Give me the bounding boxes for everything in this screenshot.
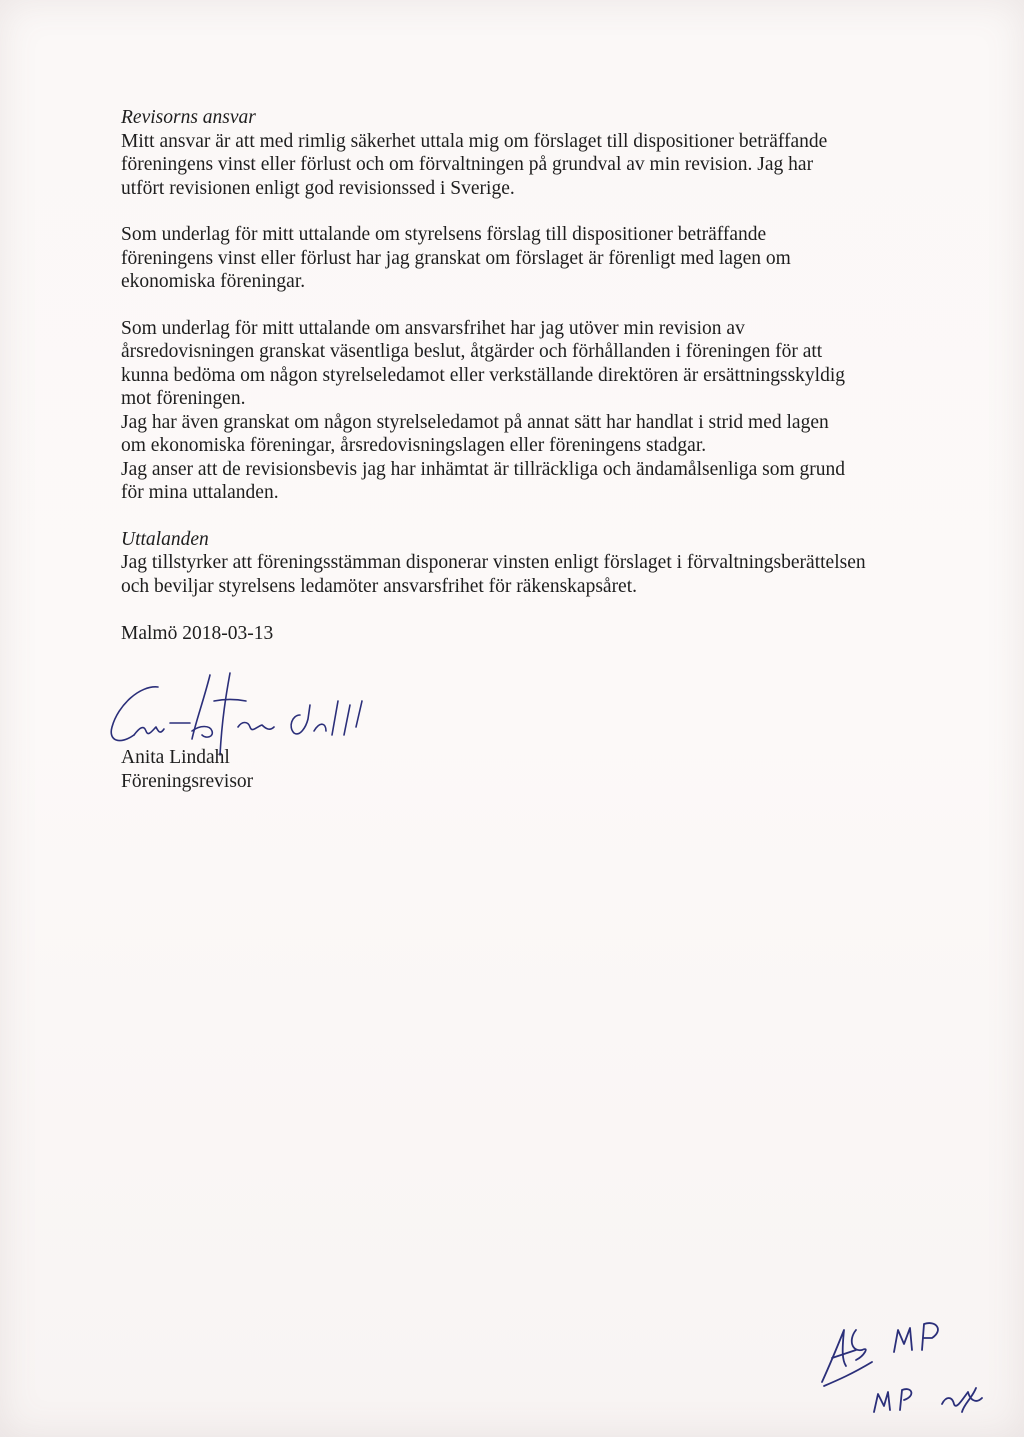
- handwritten-initials: [812, 1300, 1002, 1420]
- paragraph-responsibility: [121, 130, 921, 201]
- text-line: föreningens vinst eller förlust och om förvaltningen på grundval av min revision. Jag har: [121, 154, 814, 175]
- paragraph-statements: [121, 551, 921, 598]
- text-line: för mina uttalanden.: [121, 482, 279, 503]
- text-line: Mitt ansvar är att med rimlig säkerhet uttala mig om förslaget till dispositioner beträffande: [121, 130, 828, 152]
- text-line: Som underlag för mitt uttalande om ansvarsfrihet har jag utöver min revision av: [121, 317, 745, 339]
- text-line: ekonomiska föreningar.: [121, 271, 306, 292]
- signer-name: Anita Lindahl: [121, 747, 230, 768]
- text-line: och beviljar styrelsens ledamöter ansvarsfrihet för räkenskapsåret.: [121, 575, 638, 597]
- section-heading-uttalanden: Uttalanden: [121, 528, 209, 550]
- text-line: mot föreningen.: [121, 388, 246, 409]
- signer-title: Föreningsrevisor: [121, 770, 254, 792]
- text-line: Jag tillstyrker att föreningsstämman disponerar vinsten enligt förslaget i förvaltningsberättelsen: [121, 552, 866, 573]
- text-line: årsredovisningen granskat väsentliga beslut, åtgärder och förhållanden i föreningen för att: [121, 341, 823, 362]
- document-body: [121, 106, 921, 646]
- section-heading-revisorns-ansvar: Revisorns ansvar: [121, 107, 256, 128]
- paragraph-basis-disposition: [121, 223, 921, 294]
- text-line: utfört revisionen enligt god revisionssed i Sverige.: [121, 177, 515, 199]
- signer-block: [121, 746, 253, 793]
- text-line: Som underlag för mitt uttalande om styrelsens förslag till dispositioner beträffande: [121, 224, 767, 245]
- text-line: Jag anser att de revisionsbevis jag har inhämtat är tillräckliga och ändamålsenliga som grund: [121, 458, 845, 480]
- paragraph-basis-discharge: [121, 317, 921, 505]
- place-date: Malmö 2018-03-13: [121, 623, 274, 644]
- text-line: om ekonomiska föreningar, årsredovisningslagen eller föreningens stadgar.: [121, 435, 707, 456]
- text-line: föreningens vinst eller förlust har jag granskat om förslaget är förenligt med lagen om: [121, 247, 791, 269]
- text-line: kunna bedöma om någon styrelseledamot eller verkställande direktören är ersättningsskyldig: [121, 364, 845, 386]
- text-line: Jag har även granskat om någon styrelseledamot på annat sätt har handlat i strid med lagen: [121, 411, 829, 433]
